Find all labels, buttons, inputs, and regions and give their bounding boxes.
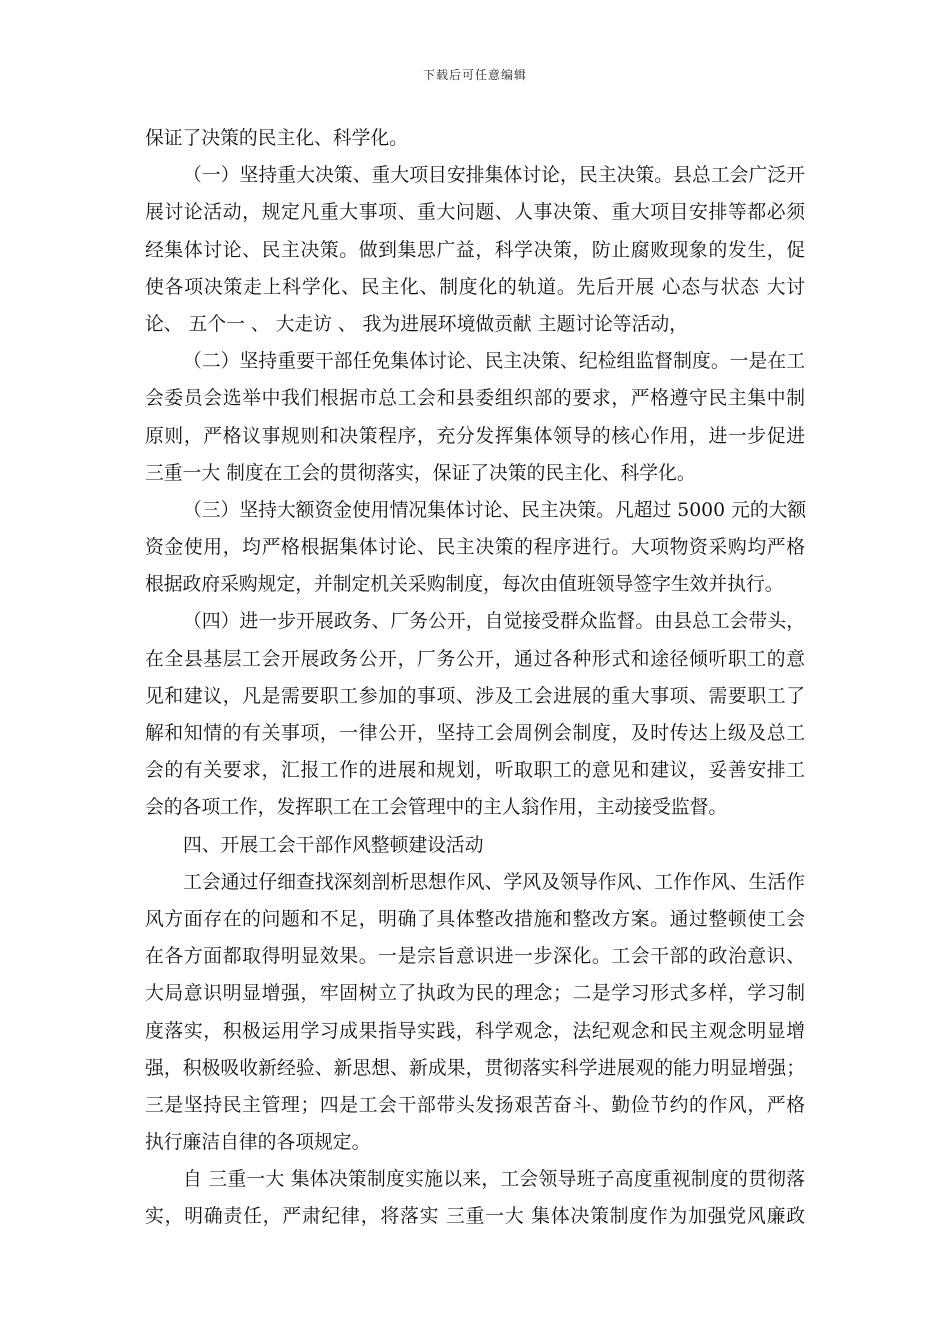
text-line: 经集体讨论、民主决策。做到集思广益，科学决策，防止腐败现象的发生，促 — [145, 239, 805, 261]
text-line: 强，积极吸收新经验、新思想、新成果，贯彻落实科学进展观的能力明显增强； — [145, 1057, 805, 1079]
text-line: （四）进一步开展政务、厂务公开，自觉接受群众监督。由县总工会带头， — [183, 611, 805, 633]
text-line: 实，明确责任，严肃纪律，将落实 三重一大 集体决策制度作为加强党风廉政 — [145, 1206, 805, 1228]
text-line: 执行廉洁自律的各项规定。 — [145, 1132, 371, 1154]
text-line: 解和知情的有关事项，一律公开，坚持工会周例会制度，及时传达上级及总工 — [145, 723, 805, 744]
text-line: 会委员会选举中我们根据市总工会和县委组织部的要求，严格遵守民主集中制 — [145, 388, 805, 410]
text-line: 自 三重一大 集体决策制度实施以来，工会领导班子高度重视制度的贯彻落 — [183, 1169, 805, 1191]
text-line: 展讨论活动，规定凡重大事项、重大问题、人事决策、重大项目安排等都必须 — [145, 202, 805, 224]
text-line: （二）坚持重要干部任免集体讨论、民主决策、纪检组监督制度。一是在工 — [183, 351, 805, 373]
text-line: 在全县基层工会开展政务公开，厂务公开，通过各种形式和途径倾听职工的意 — [145, 648, 805, 670]
document-body — [145, 120, 805, 1236]
text-line: 三是坚持民主管理；四是工会干部带头发扬艰苦奋斗、勤俭节约的作风，严格 — [145, 1094, 805, 1116]
section-heading: 四、开展工会干部作风整顿建设活动 — [183, 834, 484, 856]
text-line: 会的有关要求，汇报工作的进展和规划，听取职工的意见和建议，妥善安排工 — [145, 760, 805, 782]
text-line: 原则，严格议事规则和决策程序，充分发挥集体领导的核心作用，进一步促进 — [145, 425, 805, 447]
text-line: 见和建议，凡是需要职工参加的事项、涉及工会进展的重大事项、需要职工了 — [145, 685, 805, 707]
page-header: 下载后可任意编辑 — [422, 68, 527, 82]
text-line: （三）坚持大额资金使用情况集体讨论、民主决策。凡超过 5000 元的大额 — [183, 499, 807, 521]
text-line: 风方面存在的问题和不足，明确了具体整改措施和整改方案。通过整顿使工会 — [145, 908, 805, 930]
text-line: 工会通过仔细查找深刻剖析思想作风、学风及领导作风、工作作风、生活作 — [183, 871, 805, 893]
text-line: 论、 五个一 、 大走访 、 我为进展环境做贡献 主题讨论等活动， — [145, 313, 688, 335]
text-line: 在各方面都取得明显效果。一是宗旨意识进一步深化。工会干部的政治意识、 — [145, 946, 805, 968]
text-line: 根据政府采购规定，并制定机关采购制度，每次由值班领导签字生效并执行。 — [145, 574, 784, 596]
text-line: 度落实，积极运用学习成果指导实践，科学观念，法纪观念和民主观念明显增 — [145, 1020, 805, 1042]
text-line: （一）坚持重大决策、重大项目安排集体讨论，民主决策。县总工会广泛开 — [183, 165, 805, 187]
text-line: 会的各项工作，发挥职工在工会管理中的主人翁作用，主动接受监督。 — [145, 797, 728, 819]
text-line: 资金使用，均严格根据集体讨论、民主决策的程序进行。大项物资采购均严格 — [145, 537, 805, 559]
text-line: 大局意识明显增强，牢固树立了执政为民的理念；二是学习形式多样，学习制 — [145, 983, 805, 1005]
text-line: 保证了决策的民主化、科学化。 — [145, 128, 408, 149]
text-line: 三重一大 制度在工会的贯彻落实，保证了决策的民主化、科学化。 — [145, 462, 696, 484]
text-line: 使各项决策走上科学化、民主化、制度化的轨道。先后开展 心态与状态 大讨 — [145, 276, 805, 298]
